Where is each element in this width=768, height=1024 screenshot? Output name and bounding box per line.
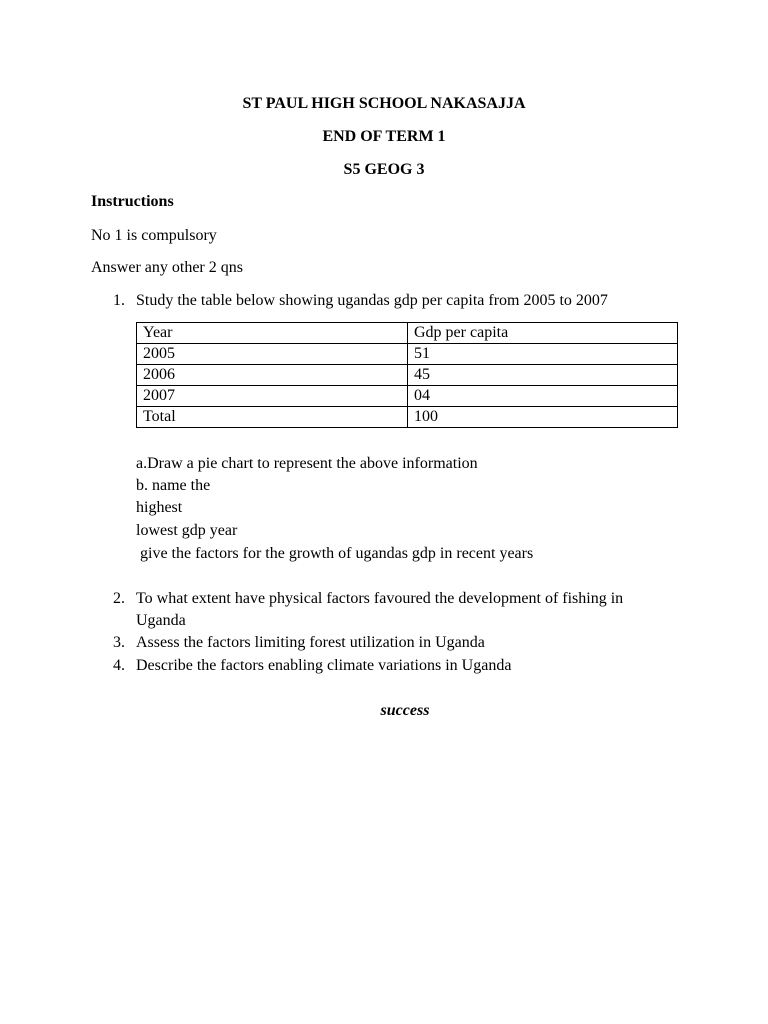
- table-header-row: [137, 323, 678, 344]
- instruction-compulsory: No 1 is compulsory: [91, 227, 217, 244]
- table-row: [137, 365, 678, 386]
- question-3-text: Assess the factors limiting forest utilization in Uganda: [136, 634, 485, 651]
- question-4-number: 4.: [113, 657, 125, 674]
- table-cell-total-value: 100: [408, 407, 678, 428]
- table-cell-gdp: 45: [408, 365, 678, 386]
- subpart-factors: give the factors for the growth of ugandas gdp in recent years: [136, 545, 534, 562]
- school-name: ST PAUL HIGH SCHOOL NAKASAJJA: [242, 95, 526, 112]
- table-header-gdp: Gdp per capita: [408, 323, 678, 344]
- subpart-lowest: lowest gdp year: [136, 522, 238, 539]
- question-2-text-line2: Uganda: [136, 612, 186, 629]
- table-cell-year: 2005: [137, 344, 408, 365]
- term-title: END OF TERM 1: [322, 128, 446, 145]
- question-1-text: Study the table below showing ugandas gdp per capita from 2005 to 2007: [136, 292, 608, 309]
- question-2-text-line1: To what extent have physical factors favoured the development of fishing in: [136, 590, 624, 607]
- closing-success: success: [380, 702, 430, 719]
- table-row: [137, 386, 678, 407]
- table-cell-year: 2006: [137, 365, 408, 386]
- question-2-number: 2.: [113, 590, 125, 607]
- table-header-year: Year: [137, 323, 408, 344]
- gdp-table: [136, 322, 678, 428]
- subpart-a: a.Draw a pie chart to represent the above information: [136, 455, 478, 472]
- table-cell-year: 2007: [137, 386, 408, 407]
- question-1-number: 1.: [113, 292, 125, 309]
- subpart-b: b. name the: [136, 477, 211, 494]
- subpart-highest: highest: [136, 499, 183, 516]
- question-4-text: Describe the factors enabling climate variations in Uganda: [136, 657, 512, 674]
- table-row: [137, 344, 678, 365]
- table-cell-total-label: Total: [137, 407, 408, 428]
- instructions-heading: Instructions: [91, 193, 174, 210]
- table-row: [137, 407, 678, 428]
- table-cell-gdp: 51: [408, 344, 678, 365]
- table-cell-gdp: 04: [408, 386, 678, 407]
- question-3-number: 3.: [113, 634, 125, 651]
- paper-code: S5 GEOG 3: [343, 161, 425, 178]
- instruction-answer-any: Answer any other 2 qns: [91, 259, 243, 276]
